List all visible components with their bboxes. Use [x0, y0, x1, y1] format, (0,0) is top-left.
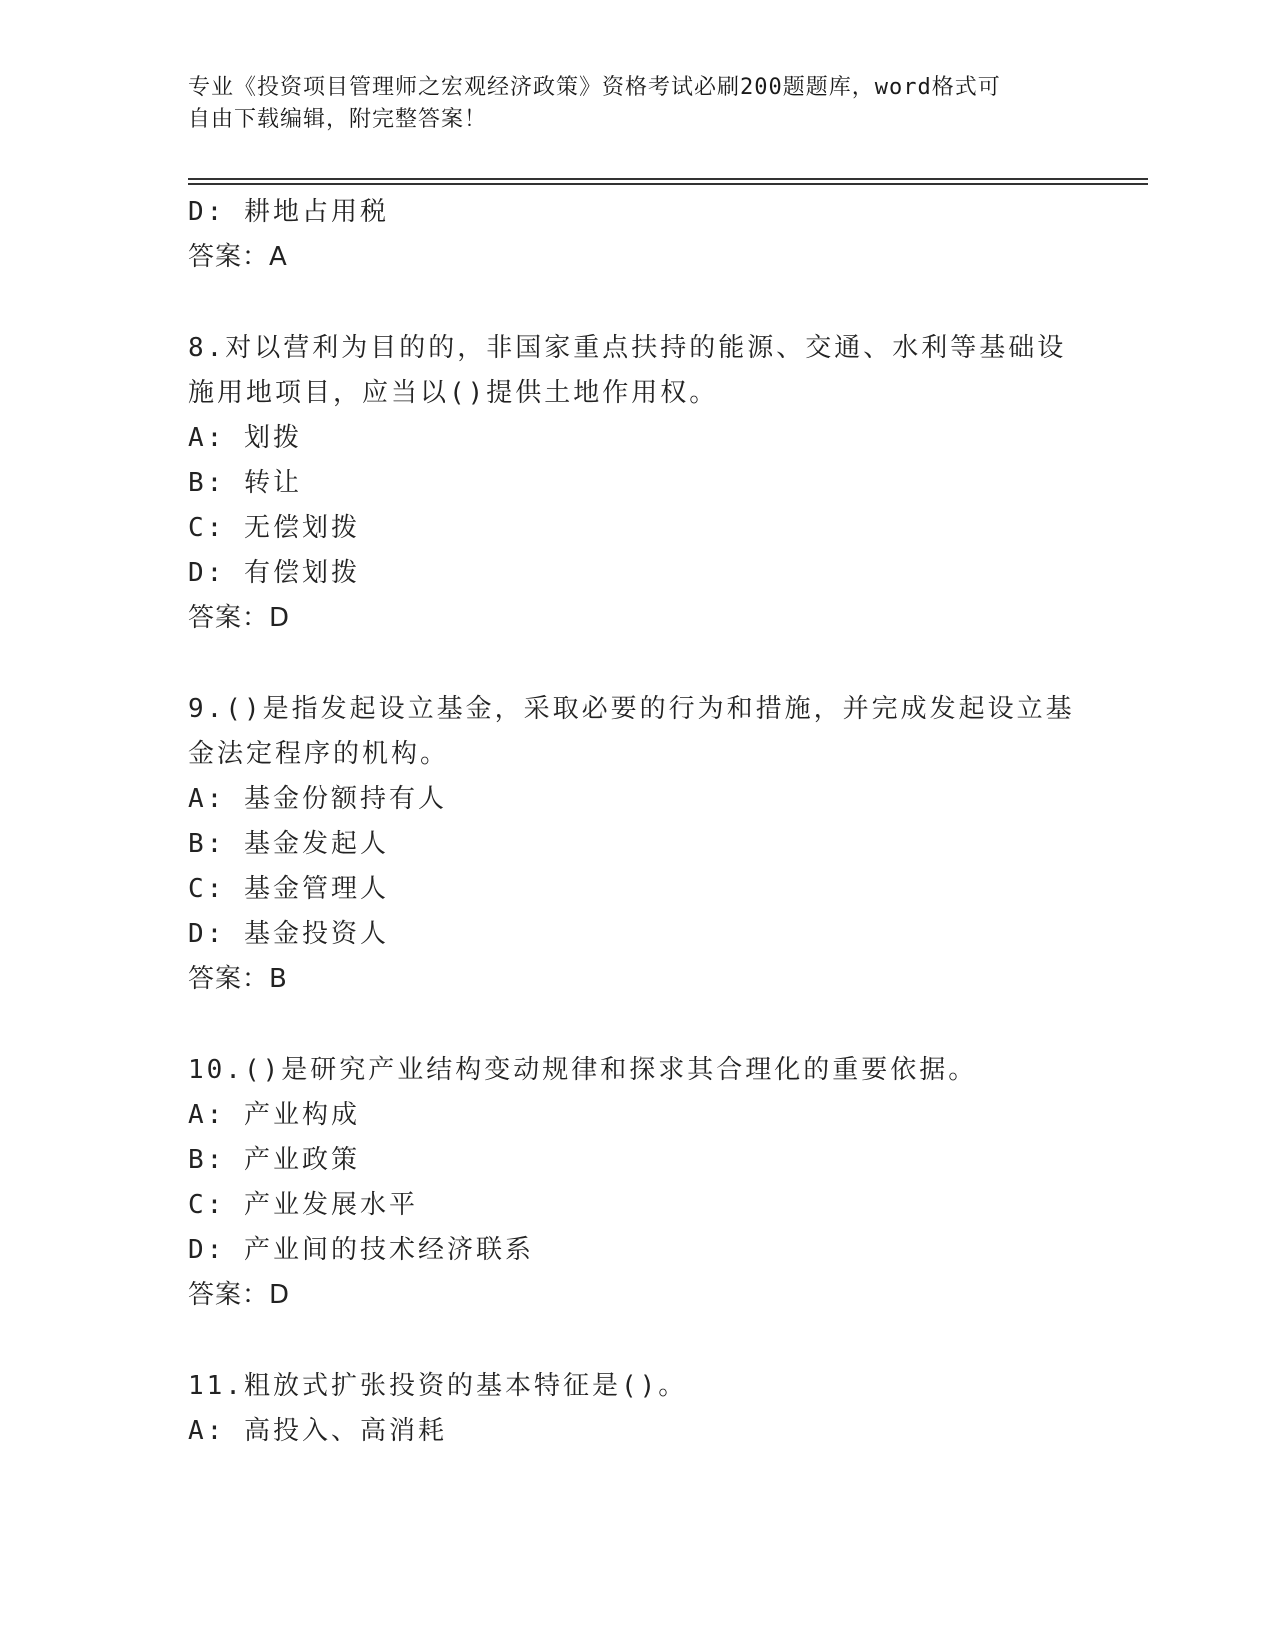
option-b: B: 产业政策 — [188, 1145, 360, 1175]
header-divider-bottom — [188, 183, 1148, 185]
answer: 答案：D — [188, 603, 291, 633]
option-d: D: 有偿划拨 — [188, 558, 360, 588]
question-stem: 11.粗放式扩张投资的基本特征是()。 — [188, 1371, 688, 1401]
option-a: A: 划拨 — [188, 423, 302, 453]
question-stem: 施用地项目，应当以()提供土地作用权。 — [188, 378, 719, 408]
document-header — [188, 72, 1068, 136]
answer: 答案：D — [188, 1280, 291, 1310]
option-c: C: 产业发展水平 — [188, 1190, 418, 1220]
option-c: C: 无偿划拨 — [188, 513, 360, 543]
option-d: D: 基金投资人 — [188, 919, 389, 949]
option-d: D: 耕地占用税 — [188, 197, 389, 227]
question-stem: 8.对以营利为目的的，非国家重点扶持的能源、交通、水利等基础设 — [188, 333, 1067, 363]
option-b: B: 转让 — [188, 468, 302, 498]
option-a: A: 基金份额持有人 — [188, 784, 447, 814]
spacer — [188, 1002, 1088, 1048]
spacer — [188, 641, 1088, 687]
option-d: D: 产业间的技术经济联系 — [188, 1235, 534, 1265]
option-a: A: 高投入、高消耗 — [188, 1416, 447, 1446]
header-divider-top — [188, 178, 1148, 180]
question-list — [188, 190, 1088, 1454]
spacer — [188, 280, 1088, 326]
question-stem: 金法定程序的机构。 — [188, 739, 450, 769]
option-a: A: 产业构成 — [188, 1100, 360, 1130]
question-stem: 10.()是研究产业结构变动规律和探求其合理化的重要依据。 — [188, 1055, 978, 1085]
header-line-1: 专业《投资项目管理师之宏观经济政策》资格考试必刷200题题库，word格式可 — [188, 75, 1001, 100]
spacer — [188, 1318, 1088, 1364]
answer: 答案：A — [188, 242, 288, 272]
answer: 答案：B — [188, 964, 288, 994]
option-b: B: 基金发起人 — [188, 829, 389, 859]
question-stem: 9.()是指发起设立基金，采取必要的行为和措施，并完成发起设立基 — [188, 694, 1075, 724]
header-line-2: 自由下载编辑，附完整答案！ — [188, 107, 488, 132]
option-c: C: 基金管理人 — [188, 874, 389, 904]
